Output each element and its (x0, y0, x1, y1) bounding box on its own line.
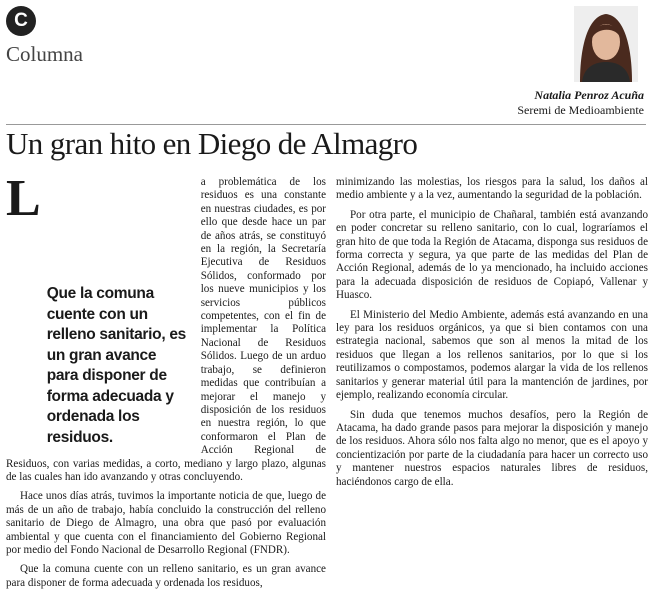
column-badge: C (6, 6, 36, 36)
body-paragraph: Sin duda que tenemos muchos desafíos, pero la Región de Atacama, ha dado grande pasos para mejorar la disposición y manejo de los residuos. Ahora sólo nos falta algo no menor, que es el apoyo y concientización por parte de la ciudadanía para hacer un correcto uso y mantener nuestros espacios naturales libres de residuos, haciéndonos cargo de ella. (336, 408, 648, 488)
body-paragraph (6, 170, 326, 484)
header-divider (6, 124, 646, 125)
body-text: a problemática de los residuos es una constante en nuestras ciudades, es por ello que desde hace un par de años atrás, se constituyó en la región, la Secretaría Ejecutiva de Residuos Sólidos, conformado por los nueve municipios y los servicios públicos competentes, con el fin de implementar la Política Nacional de Residuos Sólidos. Luego de un arduo trabajo, se definieron medidas que contribuían a mejorar el manejo y disposición de los residuos en nuestra región, lo que conformaron el Plan de Acción Regional de Residuos, con varias medidas, a corto, mediano y largo plazo, algunas de las cuales han ido avanzando y otras concluyendo. (6, 176, 326, 483)
article-column-right (336, 176, 648, 495)
body-paragraph: El Ministerio del Medio Ambiente, además está avanzando en una ley para los residuos orgánicos, ya que si bien contamos con una estrategia nacional, sabemos que son al menos la mitad de los residuos que llegan a los rellenos sanitarios, por lo que si los reutilizamos o compostamos, podemos alargar la vida de los rellenos sanitarios y generar material útil para la mantención de jardines, por ejemplo, realizando economía circular. (336, 308, 648, 402)
author-photo (574, 6, 638, 82)
section-label: Columna (6, 42, 83, 66)
article-headline: Un gran hito en Diego de Almagro (6, 126, 418, 161)
pull-quote: Que la comuna cuente con un relleno sanitario, es un gran avance para disponer de forma adecuada y ordenada los residuos. (46, 285, 186, 446)
author-portrait-image (574, 6, 638, 82)
drop-cap: L (6, 170, 41, 227)
body-paragraph: minimizando las molestias, los riesgos para la salud, los daños al medio ambiente y a la vez, aumentando la seguridad de la población. (336, 176, 648, 202)
article-column-left (6, 170, 326, 589)
body-paragraph: Por otra parte, el municipio de Chañaral, también está avanzando en poder concretar su relleno sanitario, con lo cual, lograríamos el gran hito de que toda la Región de Atacama, disponga sus residuos de forma correcta y segura, ya que parte de las medidas del Plan de Acción Regional, además de lo ya mencionado, ha incluido acciones para la adecuada disposición de residuos de Copiapó, Vallenar y Huasco. (336, 208, 648, 302)
author-byline (517, 88, 644, 118)
author-name: Natalia Penroz Acuña (534, 88, 644, 102)
body-paragraph: Que la comuna cuente con un relleno sanitario, es un gran avance para disponer de forma adecuada y ordenada los residuos, (6, 563, 326, 589)
body-paragraph: Hace unos días atrás, tuvimos la importante noticia de que, luego de más de un año de trabajo, había concluido la construcción del relleno sanitario de Diego de Almagro, una obra que pasó por evaluación ambiental y que cuenta con el financiamiento del Gobierno Regional por medio del Fondo Nacional de Desarrollo Regional (FNDR). (6, 490, 326, 556)
author-role: Seremi de Medioambiente (517, 103, 644, 117)
